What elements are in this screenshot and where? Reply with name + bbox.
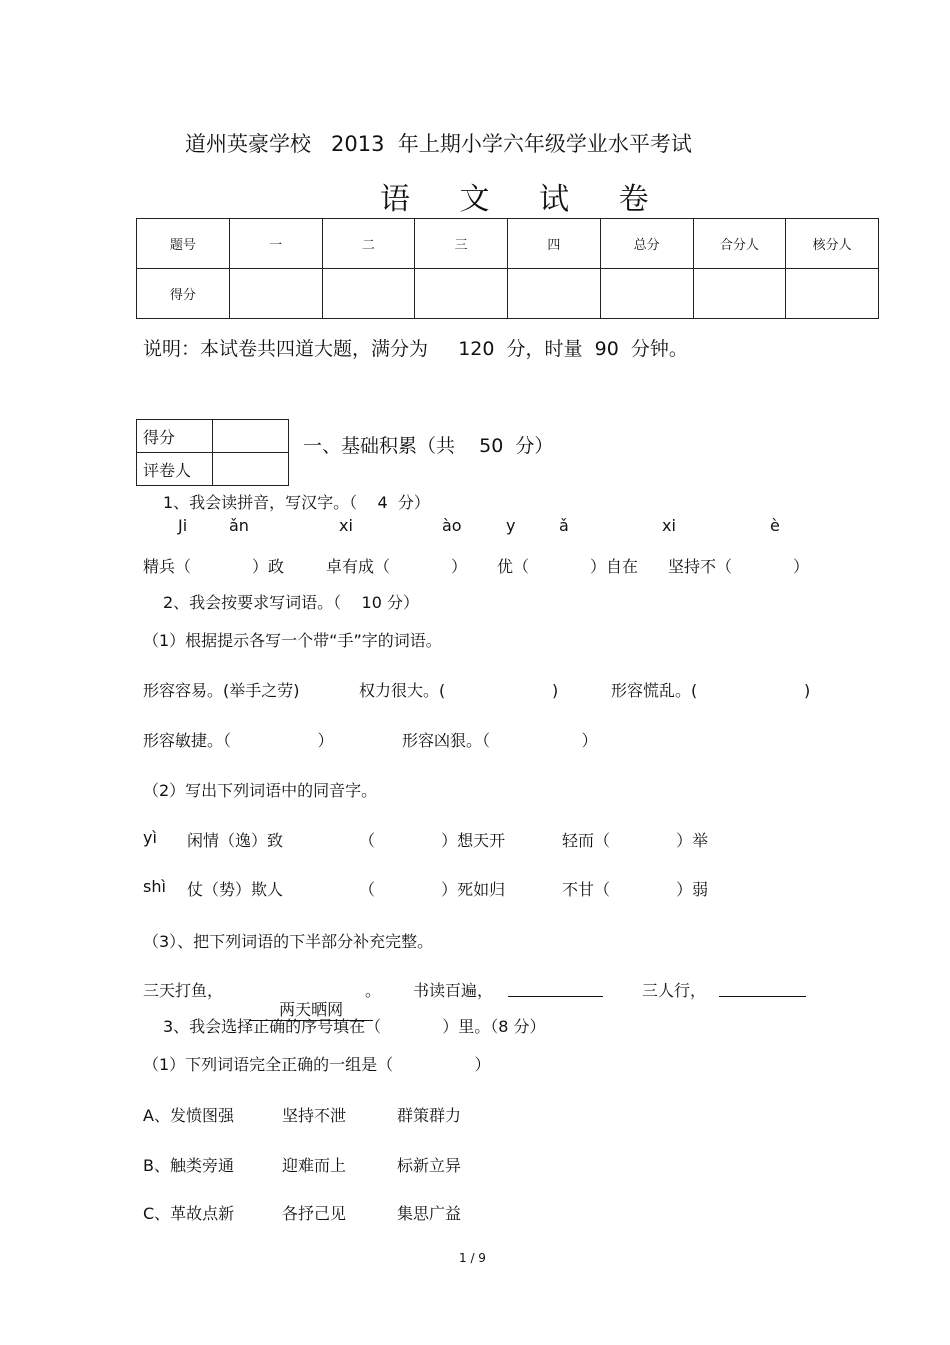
- table-cell: 合分人: [693, 219, 786, 269]
- table-row: [137, 453, 289, 486]
- pinyin: ǎ: [559, 516, 569, 535]
- score-cell: [213, 420, 289, 453]
- score-cell: [693, 269, 786, 319]
- fill-item: 权力很大。( ): [359, 681, 559, 700]
- score-table: [136, 218, 879, 319]
- fill-item: 三天打鱼，: [143, 981, 224, 1000]
- fill-item: 优（ ）自在: [497, 557, 639, 576]
- table-cell: 核分人: [786, 219, 879, 269]
- answer-text: 两天晒网: [249, 997, 373, 1021]
- fill-item: （ ）想天开: [359, 831, 506, 850]
- option-word: 标新立异: [397, 1156, 462, 1175]
- table-row: [137, 420, 289, 453]
- table-cell: 得分: [137, 269, 230, 319]
- score-cell: [600, 269, 693, 319]
- table-cell: 得分: [137, 420, 213, 453]
- fill-item: 坚持不（ ）: [668, 557, 810, 576]
- fill-item: 卓有成（ ）: [326, 557, 468, 576]
- answer-blank: [508, 996, 603, 997]
- score-cell: [213, 453, 289, 486]
- table-cell: 总分: [600, 219, 693, 269]
- option-word: 各抒己见: [282, 1204, 347, 1223]
- sub-question-stem: （1）根据提示各写一个带“手”字的词语。: [143, 631, 442, 650]
- fill-item: 书读百遍，: [413, 981, 494, 1000]
- pinyin: y: [506, 516, 516, 535]
- score-cell: [415, 269, 508, 319]
- option-b: B、触类旁通: [143, 1156, 234, 1175]
- section-title: 一、基础积累（共 50 分）: [303, 435, 554, 457]
- score-cell: [508, 269, 601, 319]
- fill-item: 形容容易。(举手之劳): [143, 681, 300, 700]
- fill-item: 精兵（ ）政: [143, 557, 285, 576]
- option-word: 迎难而上: [282, 1156, 347, 1175]
- fill-item: 三人行，: [642, 981, 707, 1000]
- fill-item: 不甘（ ）弱: [562, 880, 709, 899]
- fill-item: 闲情（逸）致: [187, 831, 284, 850]
- table-cell: 一: [229, 219, 322, 269]
- question-stem: 2、我会按要求写词语。（ 10 分）: [163, 593, 419, 612]
- table-row: [137, 269, 879, 319]
- pinyin: ào: [442, 516, 462, 535]
- page-title: 语 文 试 卷: [380, 182, 669, 217]
- question-stem: 1、我会读拼音，写汉字。（ 4 分）: [163, 493, 430, 512]
- question-stem: 3、我会选择正确的序号填在（ ）里。（8 分）: [163, 1017, 546, 1036]
- page-number: 1 / 9: [459, 1251, 486, 1265]
- table-cell: 四: [508, 219, 601, 269]
- pinyin: xi: [662, 516, 676, 535]
- fill-item: 形容凶狠。（ ）: [402, 731, 598, 750]
- table-cell: 三: [415, 219, 508, 269]
- table-cell: 题号: [137, 219, 230, 269]
- fill-item: 形容敏捷。（ ）: [143, 731, 334, 750]
- fill-item: 轻而（ ）举: [562, 831, 709, 850]
- option-c: C、革故点新: [143, 1204, 235, 1223]
- score-cell: [786, 269, 879, 319]
- option-word: 群策群力: [397, 1106, 462, 1125]
- fill-item: 仗（势）欺人: [187, 880, 284, 899]
- punctuation: 。: [365, 981, 382, 1000]
- exam-note: 说明：本试卷共四道大题，满分为 120 分，时量 90 分钟。: [143, 338, 688, 360]
- score-cell: [322, 269, 415, 319]
- answer-blank: [719, 996, 806, 997]
- option-word: 集思广益: [397, 1204, 462, 1223]
- pinyin: Ji: [178, 516, 188, 535]
- pinyin: yì: [143, 828, 157, 847]
- pinyin: ǎn: [229, 516, 249, 535]
- table-cell: 评卷人: [137, 453, 213, 486]
- grader-table: [136, 419, 289, 486]
- school-exam-title: 道州英豪学校 2013 年上期小学六年级学业水平考试: [185, 132, 692, 156]
- option-a: A、发愤图强: [143, 1106, 234, 1125]
- pinyin: shì: [143, 877, 166, 896]
- sub-question-stem: （3）、把下列词语的下半部分补充完整。: [143, 932, 434, 951]
- sub-question-stem: （1）下列词语完全正确的一组是（ ）: [143, 1055, 491, 1074]
- table-cell: 二: [322, 219, 415, 269]
- fill-item: （ ）死如归: [359, 880, 506, 899]
- fill-item: 形容慌乱。( ): [611, 681, 811, 700]
- score-cell: [229, 269, 322, 319]
- pinyin: è: [770, 516, 780, 535]
- option-word: 坚持不泄: [282, 1106, 347, 1125]
- pinyin: xi: [339, 516, 353, 535]
- sub-question-stem: （2）写出下列词语中的同音字。: [143, 781, 378, 800]
- table-row: [137, 219, 879, 269]
